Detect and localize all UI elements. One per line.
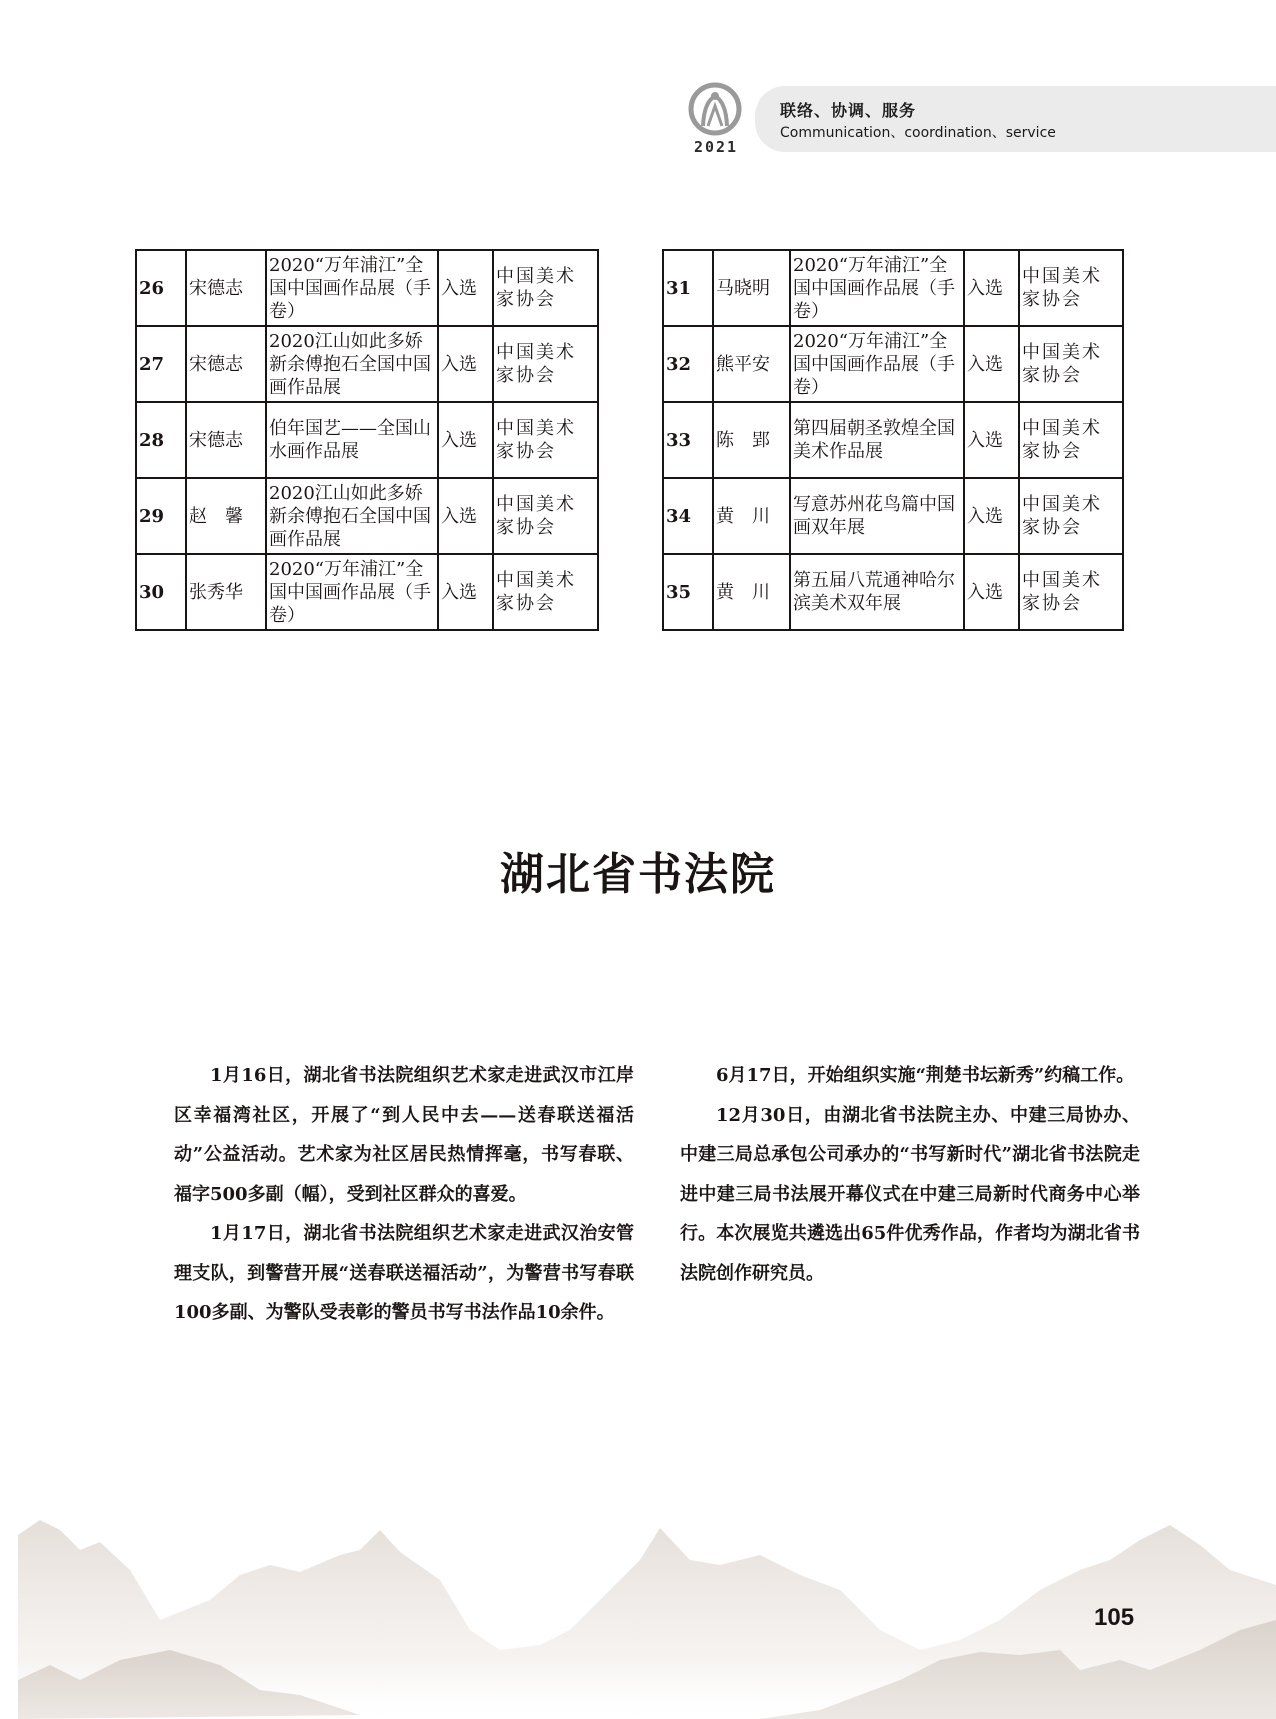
cell-organizer: 中国美术家协会 xyxy=(1019,478,1123,554)
cell-no: 29 xyxy=(136,478,186,554)
cell-exhibition: 第四届朝圣敦煌全国美术作品展 xyxy=(790,402,964,478)
cell-name: 宋德志 xyxy=(186,250,266,326)
paragraph: 1月16日，湖北省书法院组织艺术家走进武汉市江岸区幸福湾社区，开展了“到人民中去——送春联送福活动”公益活动。艺术家为社区居民热情挥毫，书写春联、福字500多副（幅），受到社区群众的喜爱。 xyxy=(174,1065,634,1205)
mountain-landscape-decoration xyxy=(0,1480,1276,1719)
cell-no: 28 xyxy=(136,402,186,478)
paragraph: 12月30日，由湖北省书法院主办、中建三局协办、中建三局总承包公司承办的“书写新时代”湖北省书法院走进中建三局书法展开幕仪式在中建三局新时代商务中心举行。本次展览共遴选出65件优秀作品，作者均为湖北省书法院创作研究员。 xyxy=(680,1104,1140,1284)
cell-name: 熊平安 xyxy=(713,326,790,402)
table-row xyxy=(663,326,1123,402)
table-row xyxy=(663,478,1123,554)
cell-organizer: 中国美术家协会 xyxy=(493,402,598,478)
cell-organizer: 中国美术家协会 xyxy=(1019,554,1123,630)
awards-table-left xyxy=(135,249,599,631)
header-title-cn: 联络、协调、服务 xyxy=(780,101,917,120)
cell-name: 赵 馨 xyxy=(186,478,266,554)
cell-no: 33 xyxy=(663,402,713,478)
table-row xyxy=(663,554,1123,630)
cell-exhibition: 伯年国艺——全国山水画作品展 xyxy=(266,402,438,478)
cell-name: 宋德志 xyxy=(186,402,266,478)
cell-no: 30 xyxy=(136,554,186,630)
cell-exhibition: 2020“万年浦江”全国中国画作品展（手卷） xyxy=(266,250,438,326)
cell-no: 32 xyxy=(663,326,713,402)
table-row xyxy=(663,250,1123,326)
cell-exhibition: 2020江山如此多娇 新余傅抱石全国中国画作品展 xyxy=(266,478,438,554)
cell-no: 34 xyxy=(663,478,713,554)
cell-exhibition: 写意苏州花鸟篇中国画双年展 xyxy=(790,478,964,554)
cell-result: 入选 xyxy=(438,402,493,478)
year-label: 2021 xyxy=(693,138,739,156)
cell-name: 陈 郢 xyxy=(713,402,790,478)
cell-name: 马晓明 xyxy=(713,250,790,326)
cell-result: 入选 xyxy=(438,554,493,630)
header-title-en: Communication、coordination、service xyxy=(780,125,1056,141)
cell-no: 26 xyxy=(136,250,186,326)
cell-result: 入选 xyxy=(438,326,493,402)
cell-result: 入选 xyxy=(964,554,1019,630)
table-row xyxy=(136,554,598,630)
cell-name: 黄 川 xyxy=(713,554,790,630)
cell-result: 入选 xyxy=(438,478,493,554)
cell-exhibition: 2020江山如此多娇 新余傅抱石全国中国画作品展 xyxy=(266,326,438,402)
cell-organizer: 中国美术家协会 xyxy=(493,326,598,402)
table-row xyxy=(136,250,598,326)
table-row xyxy=(136,402,598,478)
cell-result: 入选 xyxy=(964,326,1019,402)
cell-name: 宋德志 xyxy=(186,326,266,402)
cell-name: 张秀华 xyxy=(186,554,266,630)
cell-organizer: 中国美术家协会 xyxy=(493,554,598,630)
emblem-icon xyxy=(688,82,742,136)
cell-no: 27 xyxy=(136,326,186,402)
cell-no: 35 xyxy=(663,554,713,630)
paragraph: 1月17日，湖北省书法院组织艺术家走进武汉治安管理支队，到警营开展“送春联送福活动”，为警营书写春联100多副、为警队受表彰的警员书写书法作品10余件。 xyxy=(174,1223,634,1323)
cell-result: 入选 xyxy=(964,402,1019,478)
cell-organizer: 中国美术家协会 xyxy=(1019,402,1123,478)
cell-exhibition: 2020“万年浦江”全国中国画作品展（手卷） xyxy=(790,250,964,326)
table-row xyxy=(663,402,1123,478)
cell-result: 入选 xyxy=(964,250,1019,326)
page-number: 105 xyxy=(1094,1604,1135,1631)
paragraph: 6月17日，开始组织实施“荆楚书坛新秀”约稿工作。 xyxy=(716,1065,1135,1086)
awards-table-right xyxy=(662,249,1124,631)
cell-organizer: 中国美术家协会 xyxy=(493,250,598,326)
table-row xyxy=(136,478,598,554)
table-row xyxy=(136,326,598,402)
body-column-left xyxy=(174,1056,634,1333)
cell-name: 黄 川 xyxy=(713,478,790,554)
cell-exhibition: 第五届八荒通神哈尔滨美术双年展 xyxy=(790,554,964,630)
cell-exhibition: 2020“万年浦江”全国中国画作品展（手卷） xyxy=(266,554,438,630)
cell-no: 31 xyxy=(663,250,713,326)
cell-result: 入选 xyxy=(964,478,1019,554)
cell-organizer: 中国美术家协会 xyxy=(493,478,598,554)
body-column-right xyxy=(680,1056,1140,1293)
cell-organizer: 中国美术家协会 xyxy=(1019,250,1123,326)
cell-exhibition: 2020“万年浦江”全国中国画作品展（手卷） xyxy=(790,326,964,402)
cell-result: 入选 xyxy=(438,250,493,326)
cell-organizer: 中国美术家协会 xyxy=(1019,326,1123,402)
section-title: 湖北省书法院 xyxy=(500,849,776,900)
